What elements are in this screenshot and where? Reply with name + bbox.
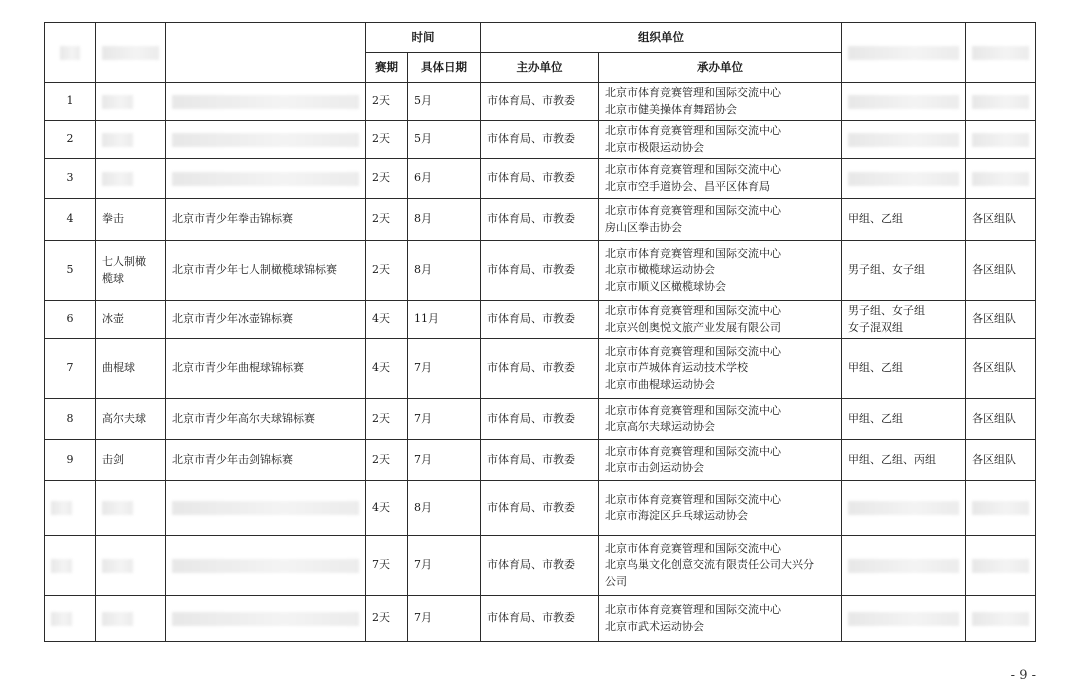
host-cell: 市体育局、市教委 <box>481 339 599 399</box>
team-cell: 各区组队 <box>966 199 1036 241</box>
organizer-line: 北京兴创奥悦文旅产业发展有限公司 <box>605 320 781 334</box>
row-number-cell <box>45 536 96 596</box>
organizer-line: 北京市体育竞赛管理和国际交流中心 <box>605 163 781 176</box>
group-cell: 甲组、乙组 <box>842 399 966 440</box>
redacted-content <box>102 172 133 186</box>
organizer-line: 北京市体育竞赛管理和国际交流中心 <box>605 86 781 99</box>
table-row <box>45 159 1036 199</box>
group-cell <box>842 536 966 596</box>
header-org-group: 组织单位 <box>481 23 842 53</box>
date-cell: 8月 <box>408 241 481 301</box>
team-cell: 各区组队 <box>966 339 1036 399</box>
redacted-content <box>972 501 1029 515</box>
group-line: 女子混双组 <box>848 320 903 334</box>
table-row <box>45 399 1036 440</box>
row-number-cell: 3 <box>45 159 96 199</box>
period-cell: 4天 <box>366 339 408 399</box>
event-line: 七人制橄 <box>102 255 146 268</box>
redacted-content <box>102 501 133 515</box>
table-row <box>45 241 1036 301</box>
group-cell <box>842 83 966 121</box>
redacted-content <box>972 133 1029 147</box>
host-cell: 市体育局、市教委 <box>481 596 599 642</box>
period-cell: 4天 <box>366 481 408 536</box>
group-cell: 男子组、女子组 <box>842 241 966 301</box>
date-cell: 7月 <box>408 440 481 481</box>
date-cell: 6月 <box>408 159 481 199</box>
organizer-line: 北京市体育竞赛管理和国际交流中心 <box>605 603 781 616</box>
redacted-content <box>848 133 959 147</box>
event-cell: 高尔夫球 <box>96 399 166 440</box>
team-cell: 各区组队 <box>966 399 1036 440</box>
competition-name-cell <box>166 536 366 596</box>
organizer-line: 北京市极限运动协会 <box>605 140 704 154</box>
organizer-line: 房山区拳击协会 <box>605 220 682 234</box>
table-row <box>45 536 1036 596</box>
redacted-content <box>848 559 959 573</box>
event-cell: 拳击 <box>96 199 166 241</box>
organizer-line: 北京市空手道协会、昌平区体育局 <box>605 179 770 193</box>
host-cell: 市体育局、市教委 <box>481 241 599 301</box>
header-date: 具体日期 <box>408 53 481 83</box>
table-row <box>45 596 1036 642</box>
header-blank-no <box>45 23 96 83</box>
group-cell: 甲组、乙组、丙组 <box>842 440 966 481</box>
competition-name-cell: 北京市青少年曲棍球锦标赛 <box>166 339 366 399</box>
table-body <box>45 83 1036 642</box>
header-blank-name <box>166 23 366 83</box>
organizer-cell <box>599 301 842 339</box>
competition-name-cell: 北京市青少年冰壶锦标赛 <box>166 301 366 339</box>
team-cell: 各区组队 <box>966 301 1036 339</box>
organizer-line: 北京市体育竞赛管理和国际交流中心 <box>605 403 781 417</box>
redacted-content <box>102 559 133 573</box>
table-row <box>45 301 1036 339</box>
header-organizer: 承办单位 <box>599 53 842 83</box>
competition-name-cell <box>166 121 366 159</box>
host-cell: 市体育局、市教委 <box>481 536 599 596</box>
table-row <box>45 199 1036 241</box>
organizer-line: 北京市橄榄球运动协会 <box>605 263 715 277</box>
redacted-content <box>972 559 1029 573</box>
date-cell: 7月 <box>408 339 481 399</box>
event-cell <box>96 159 166 199</box>
group-cell <box>842 481 966 536</box>
period-cell: 2天 <box>366 199 408 241</box>
organizer-cell <box>599 159 842 199</box>
competition-name-cell <box>166 481 366 536</box>
redacted-content <box>972 172 1029 186</box>
team-cell <box>966 159 1036 199</box>
page-number: - 9 - <box>1010 668 1036 683</box>
row-number-cell <box>45 481 96 536</box>
competition-schedule-table <box>44 22 1036 642</box>
organizer-cell <box>599 241 842 301</box>
redacted-content <box>102 133 133 147</box>
period-cell: 4天 <box>366 301 408 339</box>
row-number-cell: 7 <box>45 339 96 399</box>
event-line: 榄球 <box>102 271 124 285</box>
table-row <box>45 339 1036 399</box>
redacted-content <box>51 501 72 515</box>
group-cell <box>842 596 966 642</box>
date-cell: 7月 <box>408 399 481 440</box>
event-cell <box>96 536 166 596</box>
organizer-cell <box>599 199 842 241</box>
redacted-content <box>972 612 1029 626</box>
table-row <box>45 121 1036 159</box>
organizer-line: 北京市海淀区乒乓球运动协会 <box>605 509 748 522</box>
organizer-line: 北京市体育竞赛管理和国际交流中心 <box>605 124 781 137</box>
date-cell: 8月 <box>408 481 481 536</box>
organizer-line: 北京市体育竞赛管理和国际交流中心 <box>605 246 781 260</box>
competition-name-cell <box>166 83 366 121</box>
group-cell <box>842 159 966 199</box>
competition-name-cell: 北京市青少年七人制橄榄球锦标赛 <box>166 241 366 301</box>
row-number-cell <box>45 596 96 642</box>
competition-name-cell <box>166 596 366 642</box>
host-cell: 市体育局、市教委 <box>481 399 599 440</box>
group-cell <box>842 301 966 339</box>
organizer-line: 北京市击剑运动协会 <box>605 461 704 474</box>
redacted-content <box>51 612 72 626</box>
redacted-content <box>848 95 959 109</box>
header-period: 赛期 <box>366 53 408 83</box>
competition-name-cell: 北京市青少年击剑锦标赛 <box>166 440 366 481</box>
redacted-content <box>102 612 133 626</box>
team-cell <box>966 596 1036 642</box>
date-cell: 11月 <box>408 301 481 339</box>
event-cell <box>96 596 166 642</box>
organizer-cell <box>599 596 842 642</box>
host-cell: 市体育局、市教委 <box>481 159 599 199</box>
table-row <box>45 83 1036 121</box>
team-cell: 各区组队 <box>966 440 1036 481</box>
organizer-line: 北京鸟巢文化创意交流有限责任公司大兴分 <box>605 558 814 572</box>
organizer-line: 北京市健美操体育舞蹈协会 <box>605 102 737 116</box>
event-cell <box>96 83 166 121</box>
row-number-cell: 1 <box>45 83 96 121</box>
host-cell: 市体育局、市教委 <box>481 301 599 339</box>
organizer-line: 北京高尔夫球运动协会 <box>605 420 715 433</box>
period-cell: 2天 <box>366 241 408 301</box>
redacted-content <box>51 559 72 573</box>
organizer-cell <box>599 481 842 536</box>
row-number-cell: 9 <box>45 440 96 481</box>
group-cell <box>842 121 966 159</box>
team-cell <box>966 536 1036 596</box>
period-cell: 2天 <box>366 399 408 440</box>
host-cell: 市体育局、市教委 <box>481 83 599 121</box>
organizer-cell <box>599 536 842 596</box>
organizer-line: 北京市体育竞赛管理和国际交流中心 <box>605 492 781 506</box>
organizer-line: 北京市体育竞赛管理和国际交流中心 <box>605 204 781 217</box>
redacted-content <box>172 95 359 109</box>
organizer-line: 北京市体育竞赛管理和国际交流中心 <box>605 304 781 317</box>
group-cell: 甲组、乙组 <box>842 199 966 241</box>
redacted-content <box>172 612 359 626</box>
date-cell: 7月 <box>408 536 481 596</box>
period-cell: 2天 <box>366 159 408 199</box>
redacted-content <box>848 172 959 186</box>
date-cell: 7月 <box>408 596 481 642</box>
period-cell: 7天 <box>366 536 408 596</box>
team-cell: 各区组队 <box>966 241 1036 301</box>
table-row <box>45 440 1036 481</box>
redacted-content <box>172 501 359 515</box>
group-line: 男子组、女子组 <box>848 304 925 317</box>
table-row <box>45 481 1036 536</box>
competition-name-cell: 北京市青少年高尔夫球锦标赛 <box>166 399 366 440</box>
header-time-group: 时间 <box>366 23 481 53</box>
header-blank-team <box>966 23 1036 83</box>
organizer-cell <box>599 121 842 159</box>
row-number-cell: 8 <box>45 399 96 440</box>
period-cell: 2天 <box>366 121 408 159</box>
host-cell: 市体育局、市教委 <box>481 481 599 536</box>
date-cell: 8月 <box>408 199 481 241</box>
redacted-content <box>972 95 1029 109</box>
date-cell: 5月 <box>408 83 481 121</box>
team-cell <box>966 83 1036 121</box>
header-blank-event <box>96 23 166 83</box>
redacted-content <box>848 612 959 626</box>
host-cell: 市体育局、市教委 <box>481 199 599 241</box>
redacted-content <box>848 501 959 515</box>
organizer-cell <box>599 399 842 440</box>
team-cell <box>966 481 1036 536</box>
event-cell: 击剑 <box>96 440 166 481</box>
competition-name-cell <box>166 159 366 199</box>
header-host: 主办单位 <box>481 53 599 83</box>
organizer-line: 北京市体育竞赛管理和国际交流中心 <box>605 444 781 458</box>
group-cell: 甲组、乙组 <box>842 339 966 399</box>
period-cell: 2天 <box>366 596 408 642</box>
row-number-cell: 6 <box>45 301 96 339</box>
organizer-cell <box>599 440 842 481</box>
event-cell <box>96 121 166 159</box>
redacted-content <box>102 95 133 109</box>
organizer-cell <box>599 339 842 399</box>
host-cell: 市体育局、市教委 <box>481 440 599 481</box>
header-blank-group <box>842 23 966 83</box>
event-cell <box>96 481 166 536</box>
event-cell: 冰壶 <box>96 301 166 339</box>
event-cell <box>96 241 166 301</box>
team-cell <box>966 121 1036 159</box>
organizer-line: 北京市武术运动协会 <box>605 619 704 633</box>
competition-name-cell: 北京市青少年拳击锦标赛 <box>166 199 366 241</box>
organizer-line: 公司 <box>605 574 627 588</box>
period-cell: 2天 <box>366 83 408 121</box>
redacted-content <box>172 172 359 186</box>
redacted-content <box>172 559 359 573</box>
table-header <box>45 23 1036 83</box>
organizer-line: 北京市曲棍球运动协会 <box>605 377 715 391</box>
organizer-line: 北京市顺义区橄榄球协会 <box>605 279 726 293</box>
row-number-cell: 5 <box>45 241 96 301</box>
row-number-cell: 2 <box>45 121 96 159</box>
organizer-line: 北京市芦城体育运动技术学校 <box>605 361 748 375</box>
organizer-cell <box>599 83 842 121</box>
organizer-line: 北京市体育竞赛管理和国际交流中心 <box>605 541 781 555</box>
period-cell: 2天 <box>366 440 408 481</box>
date-cell: 5月 <box>408 121 481 159</box>
organizer-line: 北京市体育竞赛管理和国际交流中心 <box>605 344 781 358</box>
host-cell: 市体育局、市教委 <box>481 121 599 159</box>
redacted-content <box>172 133 359 147</box>
row-number-cell: 4 <box>45 199 96 241</box>
event-cell: 曲棍球 <box>96 339 166 399</box>
